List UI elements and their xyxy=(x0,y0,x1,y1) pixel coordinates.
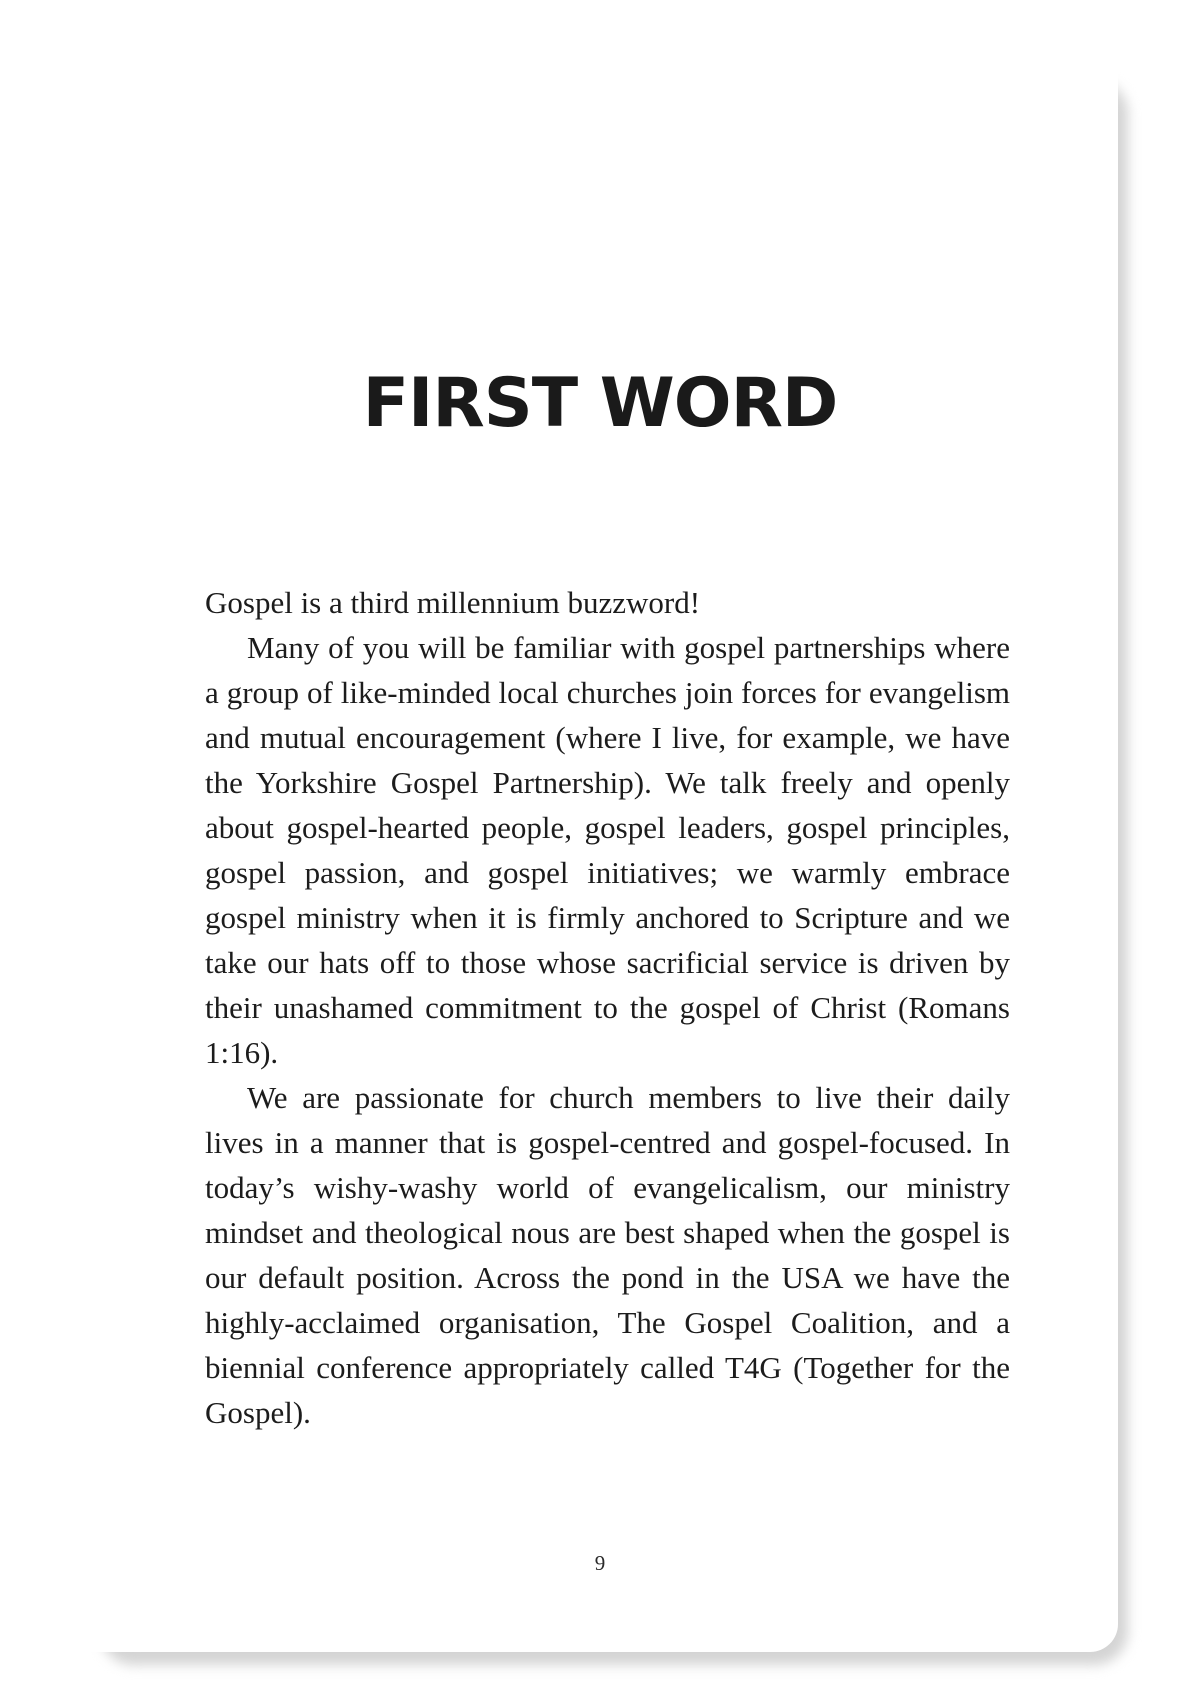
paragraph-gospel-partnerships: Many of you will be familiar with gospel partnerships where a group of like-minded local churches join forces for evangelism and mutual encouragement (where I live, for example, we have the Yorkshire Gospel Partnership). We talk freely and openly about gospel-hearted people, gospel leaders, gospel principles, gospel passion, and gospel initiatives; we warmly embrace gospel ministry when it is firmly anchored to Scripture and we take our hats off to those whose sacrificial service is driven by their unashamed commitment to the gospel of Christ (Romans 1:16). xyxy=(205,630,1010,1070)
chapter-title: FIRST WORD xyxy=(362,364,838,443)
paragraph-opening: Gospel is a third millennium buzzword! xyxy=(205,585,701,620)
page-number: 9 xyxy=(594,1551,606,1575)
body-text xyxy=(205,580,1010,1435)
paragraph-gospel-centred: We are passionate for church members to live their daily lives in a manner that is gospel-centred and gospel-focused. In today’s wishy-washy world of evangelicalism, our ministry mindset and theological nous are best shaped when the gospel is our default position. Across the pond in the USA we have the highly-acclaimed organisation, The Gospel Coalition, and a biennial conference appropriately called T4G (Together for the Gospel). xyxy=(205,1080,1010,1430)
